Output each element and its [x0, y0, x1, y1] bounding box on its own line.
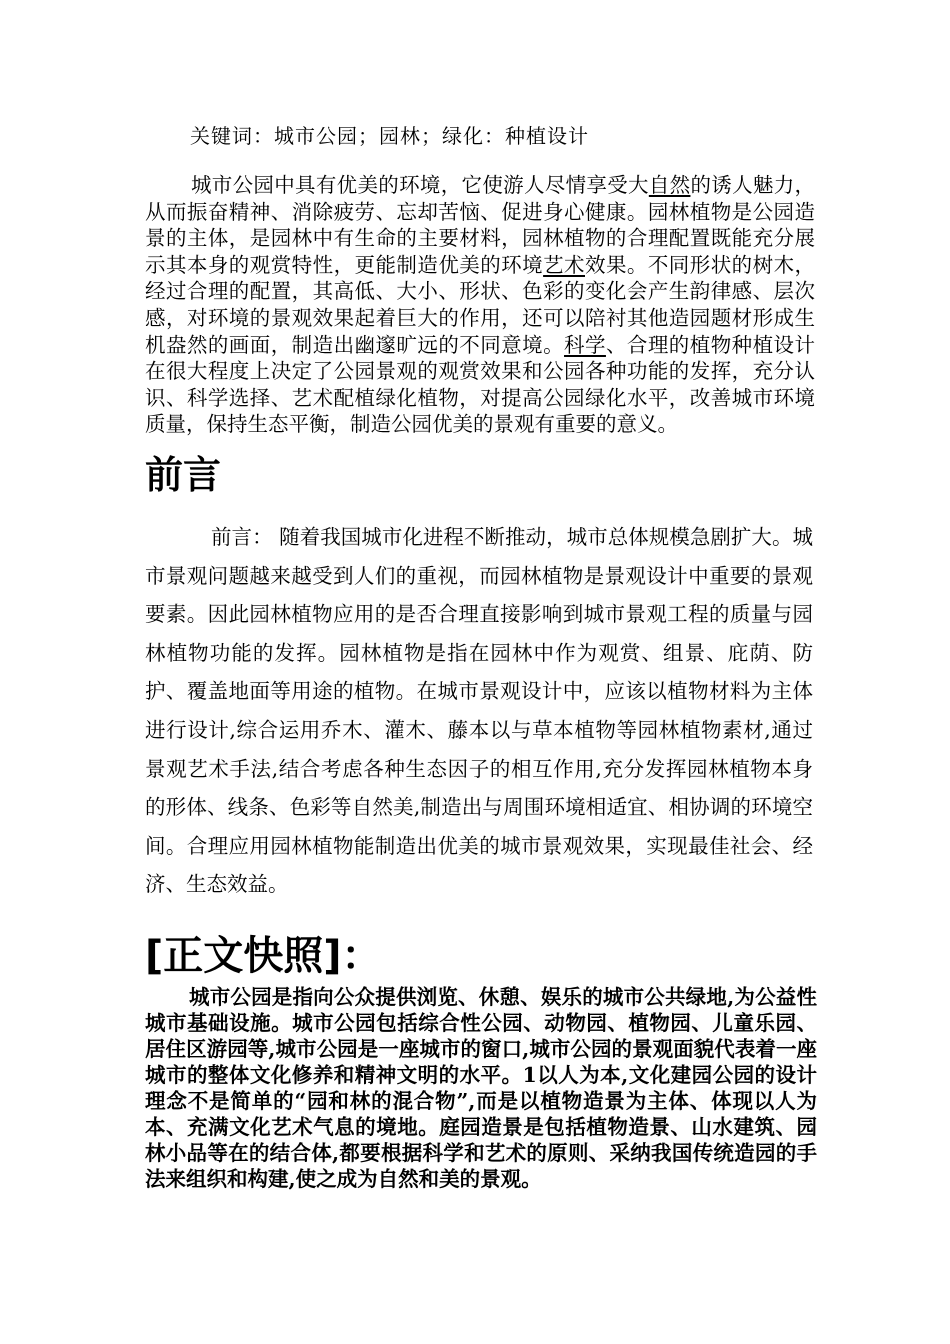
link-science[interactable]: 科学	[564, 332, 606, 357]
abstract-paragraph	[145, 172, 815, 438]
snapshot-heading: [正文快照]：	[145, 933, 382, 979]
abstract-text: 的诱人魅力，从而振奋精神、消除疲劳、忘却苦恼、促进身心健康。园林植物是公园造景的主体，是园林中有生命的主要材料，园林植物的合理配置既能充分展示其本身的观赏特性，更能制造优美的环境	[145, 173, 816, 277]
link-art[interactable]: 艺术	[543, 252, 585, 277]
abstract-text: 城市公园中具有优美的环境，它使游人尽情享受大	[191, 173, 649, 197]
abstract-text: 效果。不同形状的树木，经过合理的配置，其高低、大小、形状、色彩的变化会产生韵律感、层次感，对环境的景观效果起着巨大的作用，还可以陪衬其他造园题材形成生机盎然的画面，制造出幽邃旷远的不同意境。	[145, 252, 816, 357]
snapshot-paragraph: 城市公园是指向公众提供浏览、休憩、娱乐的城市公共绿地,为公益性城市基础设施。城市公园包括综合性公园、动物园、植物园、儿童乐园、居住区游园等,城市公园是一座城市的窗口,城市公园的景观面貌代表着一座城市的整体文化修养和精神文明的水平。1以人为本,文化建园公园的设计理念不是简单的“园和林的混合物”,而是以植物造景为主体、体现以人为本、充满文化艺术气息的境地。庭园造景是包括植物造景、山水建筑、园林小品等在的结合体,都要根据科学和艺术的原则、采纳我国传统造园的手法来组织和构建,使之成为自然和美的景观。	[145, 985, 817, 1191]
keywords-line: 关键词：城市公园；园林；绿化：种植设计	[190, 124, 589, 148]
abstract-text: 、合理的植物种植设计在很大程度上决定了公园景观的观赏效果和公园各种功能的发挥，充分认识、科学选择、艺术配植绿化植物，对提高公园绿化水平，改善城市环境质量，保持生态平衡，制造公园优美的景观有重要的意义。	[145, 332, 816, 437]
preface-heading: 前言	[145, 453, 222, 497]
preface-paragraph: 前言： 随着我国城市化进程不断推动，城市总体规模急剧扩大。城市景观问题越来越受到人们的重视，而园林植物是景观设计中重要的景观要素。因此园林植物应用的是否合理直接影响到城市景观工程的质量与园林植物功能的发挥。园林植物是指在园林中作为观赏、组景、庇荫、防护、覆盖地面等用途的植物。在城市景观设计中，应该以植物材料为主体进行设计,综合运用乔木、灌木、藤本以与草本植物等园林植物素材,通过景观艺术手法,结合考虑各种生态因子的相互作用,充分发挥园林植物本身的形体、线条、色彩等自然美,制造出与周围环境相适宜、相协调的环境空间。合理应用园林植物能制造出优美的城市景观效果，实现最佳社会、经济、生态效益。	[145, 525, 813, 897]
link-nature[interactable]: 自然	[648, 173, 691, 197]
